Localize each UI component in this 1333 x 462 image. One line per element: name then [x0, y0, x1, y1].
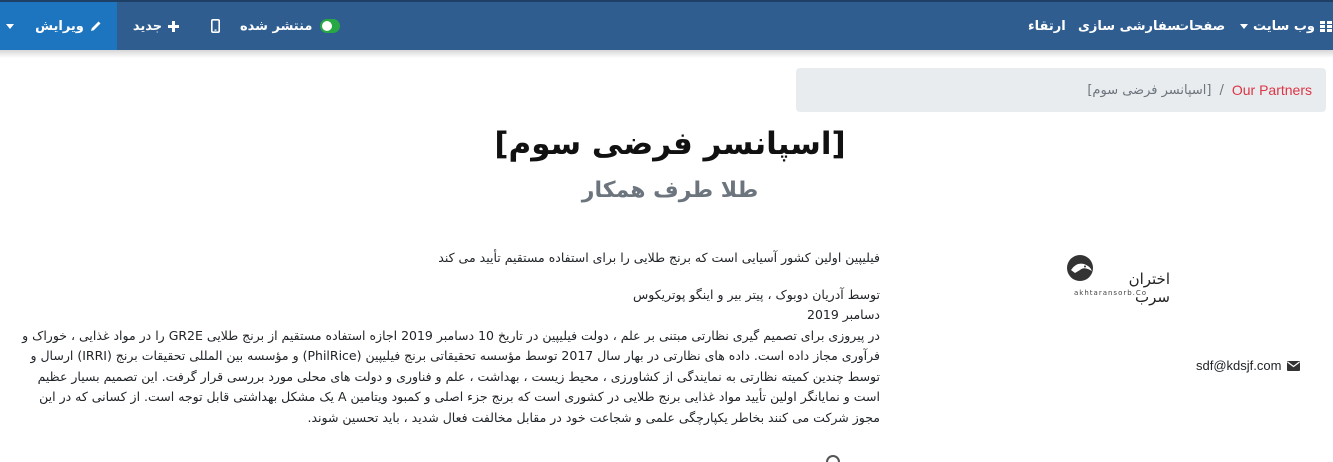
article-body: در پیروزی برای تصمیم گیری نظارتی مبتنی بر علم ، دولت فیلیپین در تاریخ 10 دسامبر 2019 اجازه استفاده مستقیم از برنج طلایی GR2E را در مواد غذایی ، خوراک و فرآوری مجاز داده است. داده های نظارتی در بهار سال 2017 توسط مؤسسه تحقیقاتی برنج فیلیپین (PhilRice) و مؤسسه بین المللی تحقیقات برنج (IRRI) ارسال و توسط چندین کمیته نظارتی به نمایندگی از کشاورزی ، محیط زیست ، بهداشت ، علم و فناوری و دولت های محلی مورد بررسی قرار گرفت. این تصمیم بسیار عظیم است و نمایانگر اولین تأیید مواد غذایی برنج طلایی در کشوری است که برنج جزء اصلی و کمبود ویتامین A یک مشکل بهداشتی قابل توجه است. از کسانی که در این مجوز شرکت می کنند بخاطر یکپارچگی علمی و شجاعت خود در مقابل مخالفت فعال شدید ، باید تحسین شوند.	[22, 327, 880, 425]
logo-subtext: akhtaransorb.Co	[1074, 289, 1148, 297]
email-text[interactable]: sdf@kdsjf.com	[1196, 358, 1282, 373]
plus-icon	[168, 21, 179, 32]
envelope-icon	[1287, 361, 1300, 371]
page-title: [اسپانسر فرضی سوم]	[494, 126, 846, 162]
article-date: دسامبر 2019	[807, 307, 880, 322]
mobile-icon	[211, 19, 220, 33]
loading-spinner-icon	[826, 455, 840, 462]
edit-dropdown-toggle[interactable]	[0, 2, 20, 50]
website-label: وب سایت	[1253, 18, 1315, 34]
grid-icon	[1320, 21, 1332, 32]
partner-logo	[1066, 254, 1170, 306]
published-toggle[interactable]	[240, 2, 340, 50]
new-button[interactable]	[124, 2, 188, 50]
partner-level: طلا طرف همکار	[581, 178, 759, 203]
logo-text: اختران سرب	[1128, 270, 1170, 306]
upgrade-menu[interactable]	[1028, 2, 1066, 50]
breadcrumb	[796, 68, 1326, 112]
customize-menu[interactable]	[1078, 2, 1180, 50]
navbar-shadow	[0, 50, 1333, 58]
upgrade-label: ارتقاء	[1028, 18, 1066, 34]
chevron-down-icon	[1240, 24, 1248, 29]
toggle-icon[interactable]	[320, 19, 340, 33]
pages-label: صفحات	[1176, 18, 1226, 34]
edit-label: ویرایش	[35, 18, 84, 34]
article-heading: فیلیپین اولین کشور آسیایی است که برنج طلایی را برای استفاده مستقیم تأیید می کند	[438, 250, 880, 265]
admin-navbar	[0, 0, 1333, 50]
website-menu[interactable]	[1240, 2, 1332, 50]
mobile-preview-button[interactable]	[205, 2, 225, 50]
customize-label: سفارشی سازی	[1078, 18, 1181, 34]
breadcrumb-link-partners[interactable]: Our Partners	[1231, 82, 1312, 98]
article-authors: توسط آدریان دوبوک ، پیتر بیر و اینگو پوتریکوس	[633, 286, 880, 302]
article-content	[12, 248, 880, 428]
chevron-down-icon	[6, 24, 14, 29]
published-label: منتشر شده	[240, 18, 313, 34]
pencil-icon	[90, 20, 102, 32]
breadcrumb-current: [اسپانسر فرضی سوم]	[1087, 82, 1212, 98]
breadcrumb-separator: /	[1219, 82, 1224, 98]
edit-button[interactable]	[20, 2, 117, 50]
partner-email[interactable]	[1196, 358, 1326, 373]
new-label: جدید	[132, 18, 163, 34]
pages-menu[interactable]	[1176, 2, 1225, 50]
